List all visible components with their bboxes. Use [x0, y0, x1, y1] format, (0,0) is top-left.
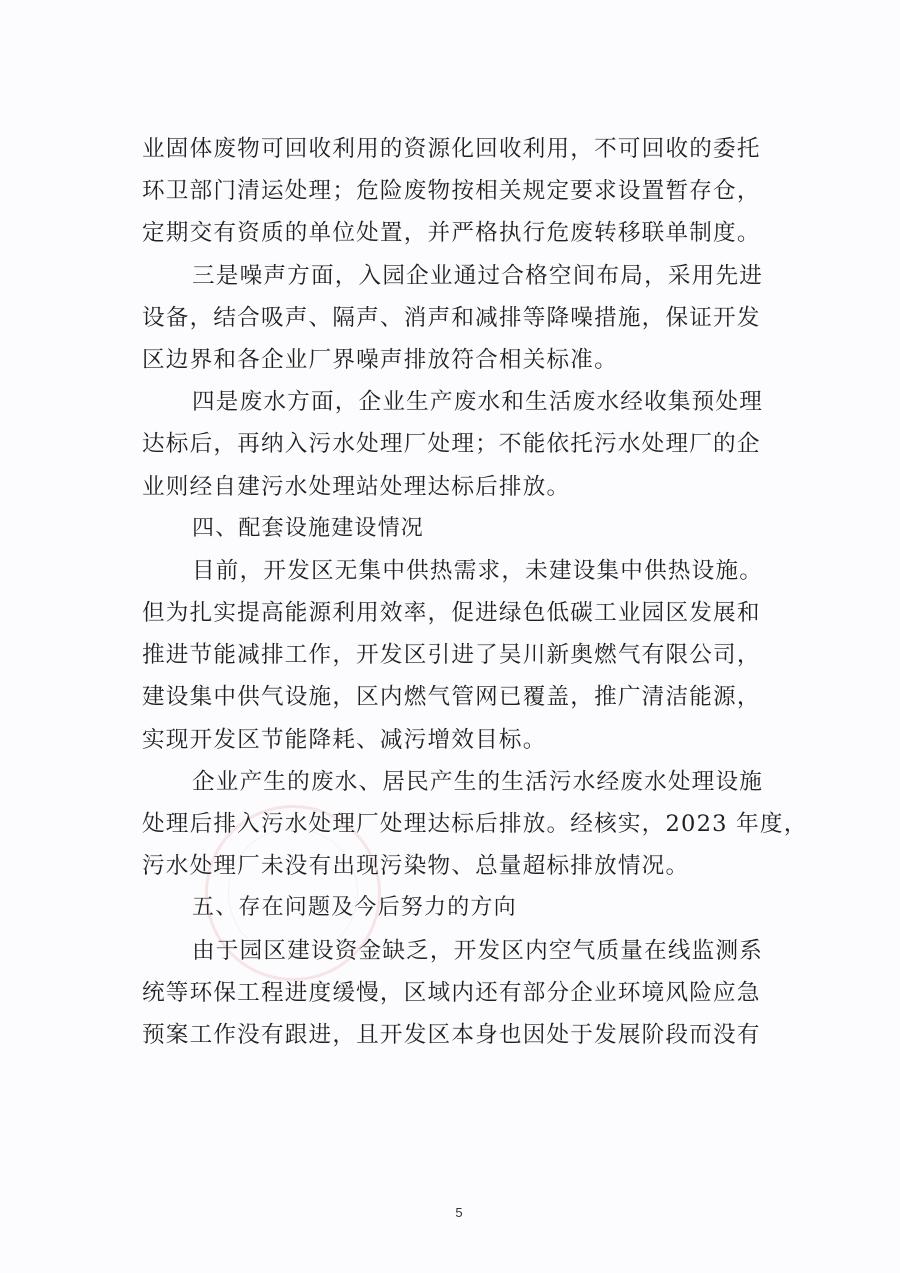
text-line: 污水处理厂未没有出现污染物、总量超标排放情况。 — [142, 853, 690, 880]
document-body — [142, 128, 808, 1056]
text-line: 实现开发区节能降耗、减污增效目标。 — [142, 726, 547, 753]
text-line: 推进节能减排工作，开发区引进了吴川新奥燃气有限公司， — [142, 642, 761, 669]
page-number: 5 — [455, 1205, 463, 1220]
text-line: 但为扎实提高能源利用效率，促进绿色低碳工业园区发展和 — [142, 600, 761, 627]
text-line: 设备，结合吸声、隔声、消声和减排等降噪措施，保证开发 — [142, 304, 761, 331]
text-line: 环卫部门清运处理；危险废物按相关规定要求设置暂存仓， — [142, 178, 761, 205]
text-line: 预案工作没有跟进，且开发区本身也因处于发展阶段而没有 — [142, 1021, 761, 1048]
text-line: 区边界和各企业厂界噪声排放符合相关标准。 — [142, 346, 618, 373]
paragraph-start-heating: 目前，开发区无集中供热需求，未建设集中供热设施。 — [192, 557, 764, 584]
text-line: 统等环保工程进度缓慢，区域内还有部分企业环境风险应急 — [142, 979, 761, 1006]
paragraph-start-problems: 由于园区建设资金缺乏，开发区内空气质量在线监测系 — [192, 937, 764, 964]
paragraph-start-wastewater: 四是废水方面，企业生产废水和生活废水经收集预处理 — [192, 389, 764, 416]
section-heading-5: 五、存在问题及今后努力的方向 — [192, 895, 517, 921]
text-line: 业固体废物可回收利用的资源化回收利用，不可回收的委托 — [142, 136, 761, 162]
text-line: 业则经自建污水处理站处理达标后排放。 — [142, 473, 571, 500]
text-line: 处理后排入污水处理厂处理达标后排放。经核实，2023 年度， — [142, 811, 808, 837]
text-line: 建设集中供气设施，区内燃气管网已覆盖，推广清洁能源， — [142, 684, 761, 711]
paragraph-start-sewage: 企业产生的废水、居民产生的生活污水经废水处理设施 — [192, 768, 764, 795]
section-heading-4: 四、配套设施建设情况 — [192, 515, 425, 541]
text-line: 定期交有资质的单位处置，并严格执行危废转移联单制度。 — [142, 220, 761, 247]
paragraph-start-noise: 三是噪声方面，入园企业通过合格空间布局，采用先进 — [192, 262, 764, 289]
text-line: 达标后，再纳入污水处理厂处理；不能依托污水处理厂的企 — [142, 431, 761, 458]
